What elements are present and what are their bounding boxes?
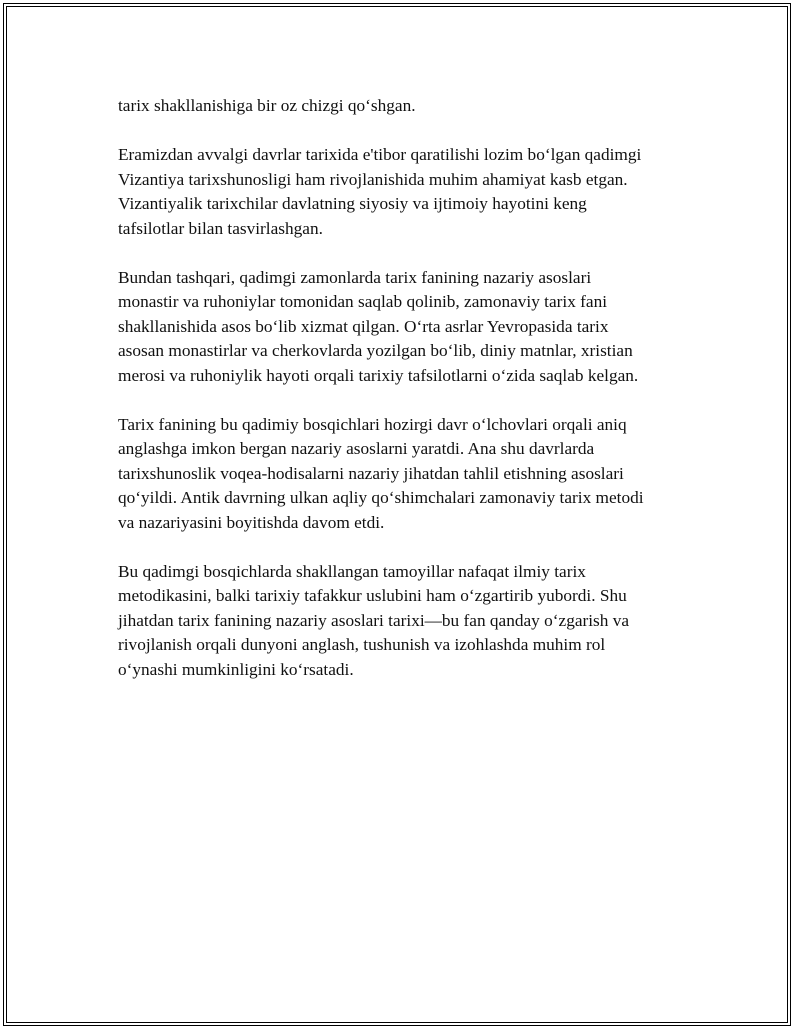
- text-line: Bundan tashqari, qadimgi zamonlarda tarix fanining nazariy asoslari: [118, 267, 592, 287]
- text-line: va nazariyasini boyitishda davom etdi.: [118, 512, 385, 532]
- text-line: Eramizdan avvalgi davrlar tarixida e'tibor qaratilishi lozim bo‘lgan qadimgi: [118, 145, 642, 164]
- text-line: monastir va ruhoniylar tomonidan saqlab qolinib, zamonaviy tarix fani: [118, 292, 608, 311]
- text-line: Bu qadimgi bosqichlarda shakllangan tamoyillar nafaqat ilmiy tarix: [118, 561, 586, 581]
- text-line: shakllanishida asos bo‘lib xizmat qilgan. O‘rta asrlar Yevropasida tarix: [118, 316, 609, 336]
- paragraph: [118, 560, 698, 683]
- text-line: asosan monastirlar va cherkovlarda yozilgan bo‘lib, diniy matnlar, xristian: [118, 341, 633, 360]
- text-line: jihatdan tarix fanining nazariy asoslari tarixi—bu fan qanday o‘zgarish va: [118, 610, 630, 630]
- paragraph: [118, 413, 698, 536]
- text-line: Vizantiyalik tarixchilar davlatning siyosiy va ijtimoiy hayotini keng: [118, 194, 587, 213]
- text-line: tarixshunoslik voqea-hodisalarni nazariy jihatdan tahlil etishning asoslari: [118, 463, 624, 483]
- text-line: o‘ynashi mumkinligini ko‘rsatadi.: [118, 659, 354, 679]
- text-line: rivojlanish orqali dunyoni anglash, tushunish va izohlashda muhim rol: [118, 635, 606, 654]
- text-line: Tarix fanining bu qadimiy bosqichlari hozirgi davr o‘lchovlari orqali aniq: [118, 414, 627, 434]
- text-line: tafsilotlar bilan tasvirlashgan.: [118, 218, 323, 238]
- text-line: anglashga imkon bergan nazariy asoslarni yaratdi. Ana shu davrlarda: [118, 439, 595, 458]
- text-line: qo‘yildi. Antik davrning ulkan aqliy qo‘shimchalari zamonaviy tarix metodi: [118, 488, 644, 507]
- paragraph: [118, 266, 698, 389]
- text-line: Vizantiya tarixshunosligi ham rivojlanishida muhim ahamiyat kasb etgan.: [118, 169, 628, 189]
- paragraph: [118, 94, 698, 119]
- text-line: merosi va ruhoniylik hayoti orqali tarixiy tafsilotlarni o‘zida saqlab kelgan.: [118, 365, 639, 385]
- paragraph: [118, 143, 698, 241]
- text-line: tarix shakllanishiga bir oz chizgi qo‘shgan.: [118, 96, 416, 115]
- document-body: [118, 94, 698, 707]
- text-line: metodikasini, balki tarixiy tafakkur uslubini ham o‘zgartirib yubordi. Shu: [118, 586, 627, 605]
